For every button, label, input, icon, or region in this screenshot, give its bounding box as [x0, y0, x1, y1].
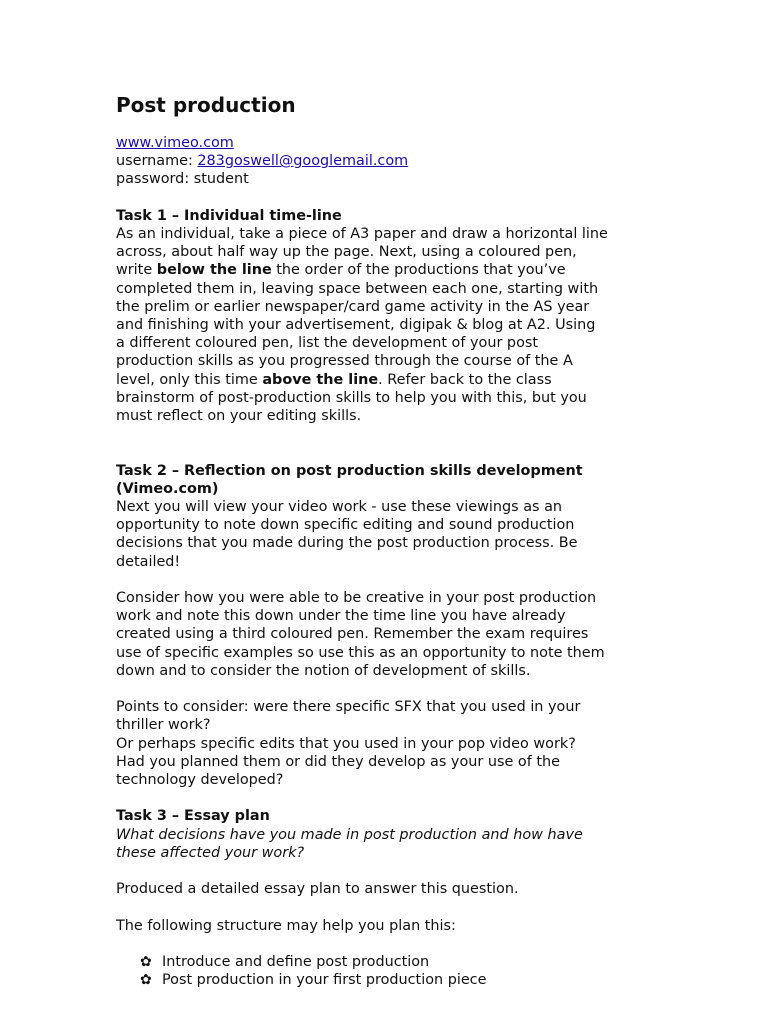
task1-text: the order of the productions that you’ve	[271, 262, 566, 279]
task2-line: technology developed?	[116, 772, 284, 789]
task1-text: write	[116, 262, 157, 279]
task2-line: opportunity to note down specific editing and sound production	[116, 517, 575, 534]
flower-bullet-icon: ✿	[140, 972, 152, 989]
task1-line: brainstorm of post-production skills to help you with this, but you	[116, 389, 587, 406]
task1-text: . Refer back to the class	[378, 371, 552, 388]
flower-bullet-icon: ✿	[140, 954, 152, 971]
list-item	[140, 971, 656, 989]
credentials-block	[116, 134, 656, 189]
task2-section	[116, 462, 656, 790]
task2-line: Points to consider: were there specific SFX that you used in your	[116, 699, 581, 716]
task1-line: the prelim or earlier newspaper/card game activity in the AS year	[116, 298, 590, 315]
task2-line: use of specific examples so use this as an opportunity to note them	[116, 644, 605, 661]
task1-line: must reflect on your editing skills.	[116, 408, 362, 425]
task1-line: across, about half way up the page. Next, using a coloured pen,	[116, 244, 577, 261]
task2-line: Next you will view your video work - use these viewings as an	[116, 499, 563, 516]
document-page	[116, 92, 656, 989]
task2-line: Consider how you were able to be creative in your post production	[116, 590, 597, 607]
task1-line: production skills as you progressed through the course of the A	[116, 353, 573, 370]
task3-section	[116, 807, 656, 989]
below-the-line-emphasis: below the line	[156, 262, 272, 279]
username-email-link[interactable]: 283goswell@googlemail.com	[197, 153, 409, 170]
task1-line: completed them in, leaving space between each one, starting with	[116, 280, 599, 297]
task2-line: down and to consider the notion of development of skills.	[116, 662, 531, 679]
structure-list	[116, 953, 656, 989]
task1-line	[116, 261, 656, 279]
task1-line: As an individual, take a piece of A3 paper and draw a horizontal line	[116, 226, 608, 242]
task3-instruction: Produced a detailed essay plan to answer this question.	[116, 881, 519, 898]
list-item-text: Post production in your first production piece	[162, 972, 487, 989]
task3-heading: Task 3 – Essay plan	[116, 808, 270, 825]
task2-line: created using a third coloured pen. Remember the exam requires	[116, 626, 589, 643]
task1-heading: Task 1 – Individual time-line	[116, 207, 342, 224]
vimeo-link[interactable]: www.vimeo.com	[116, 135, 234, 151]
task3-question: What decisions have you made in post production and how have	[116, 826, 583, 843]
password-line: password: student	[116, 171, 249, 188]
task1-text: level, only this time	[116, 371, 263, 388]
page-title: Post production	[116, 93, 296, 117]
task2-heading-sub: (Vimeo.com)	[116, 480, 219, 497]
list-item	[140, 953, 656, 971]
task3-structure-intro: The following structure may help you plan this:	[116, 917, 456, 934]
task2-line: work and note this down under the time line you have already	[116, 608, 566, 625]
task1-line	[116, 371, 656, 389]
task2-line: detailed!	[116, 553, 181, 570]
username-label: username:	[116, 153, 198, 170]
task2-line: Had you planned them or did they develop as your use of the	[116, 753, 560, 770]
task1-line: and finishing with your advertisement, digipak & blog at A2. Using	[116, 317, 596, 334]
task2-heading: Task 2 – Reflection on post production skills development	[116, 462, 583, 479]
list-item-text: Introduce and define post production	[162, 954, 430, 971]
task1-section	[116, 207, 656, 425]
above-the-line-emphasis: above the line	[262, 371, 379, 388]
username-line	[116, 152, 656, 170]
task2-line: Or perhaps specific edits that you used in your pop video work?	[116, 735, 576, 752]
task2-line: decisions that you made during the post production process. Be	[116, 535, 578, 552]
task2-line: thriller work?	[116, 717, 211, 734]
task1-line: a different coloured pen, list the development of your post	[116, 335, 539, 352]
task3-question: these affected your work?	[116, 844, 305, 861]
